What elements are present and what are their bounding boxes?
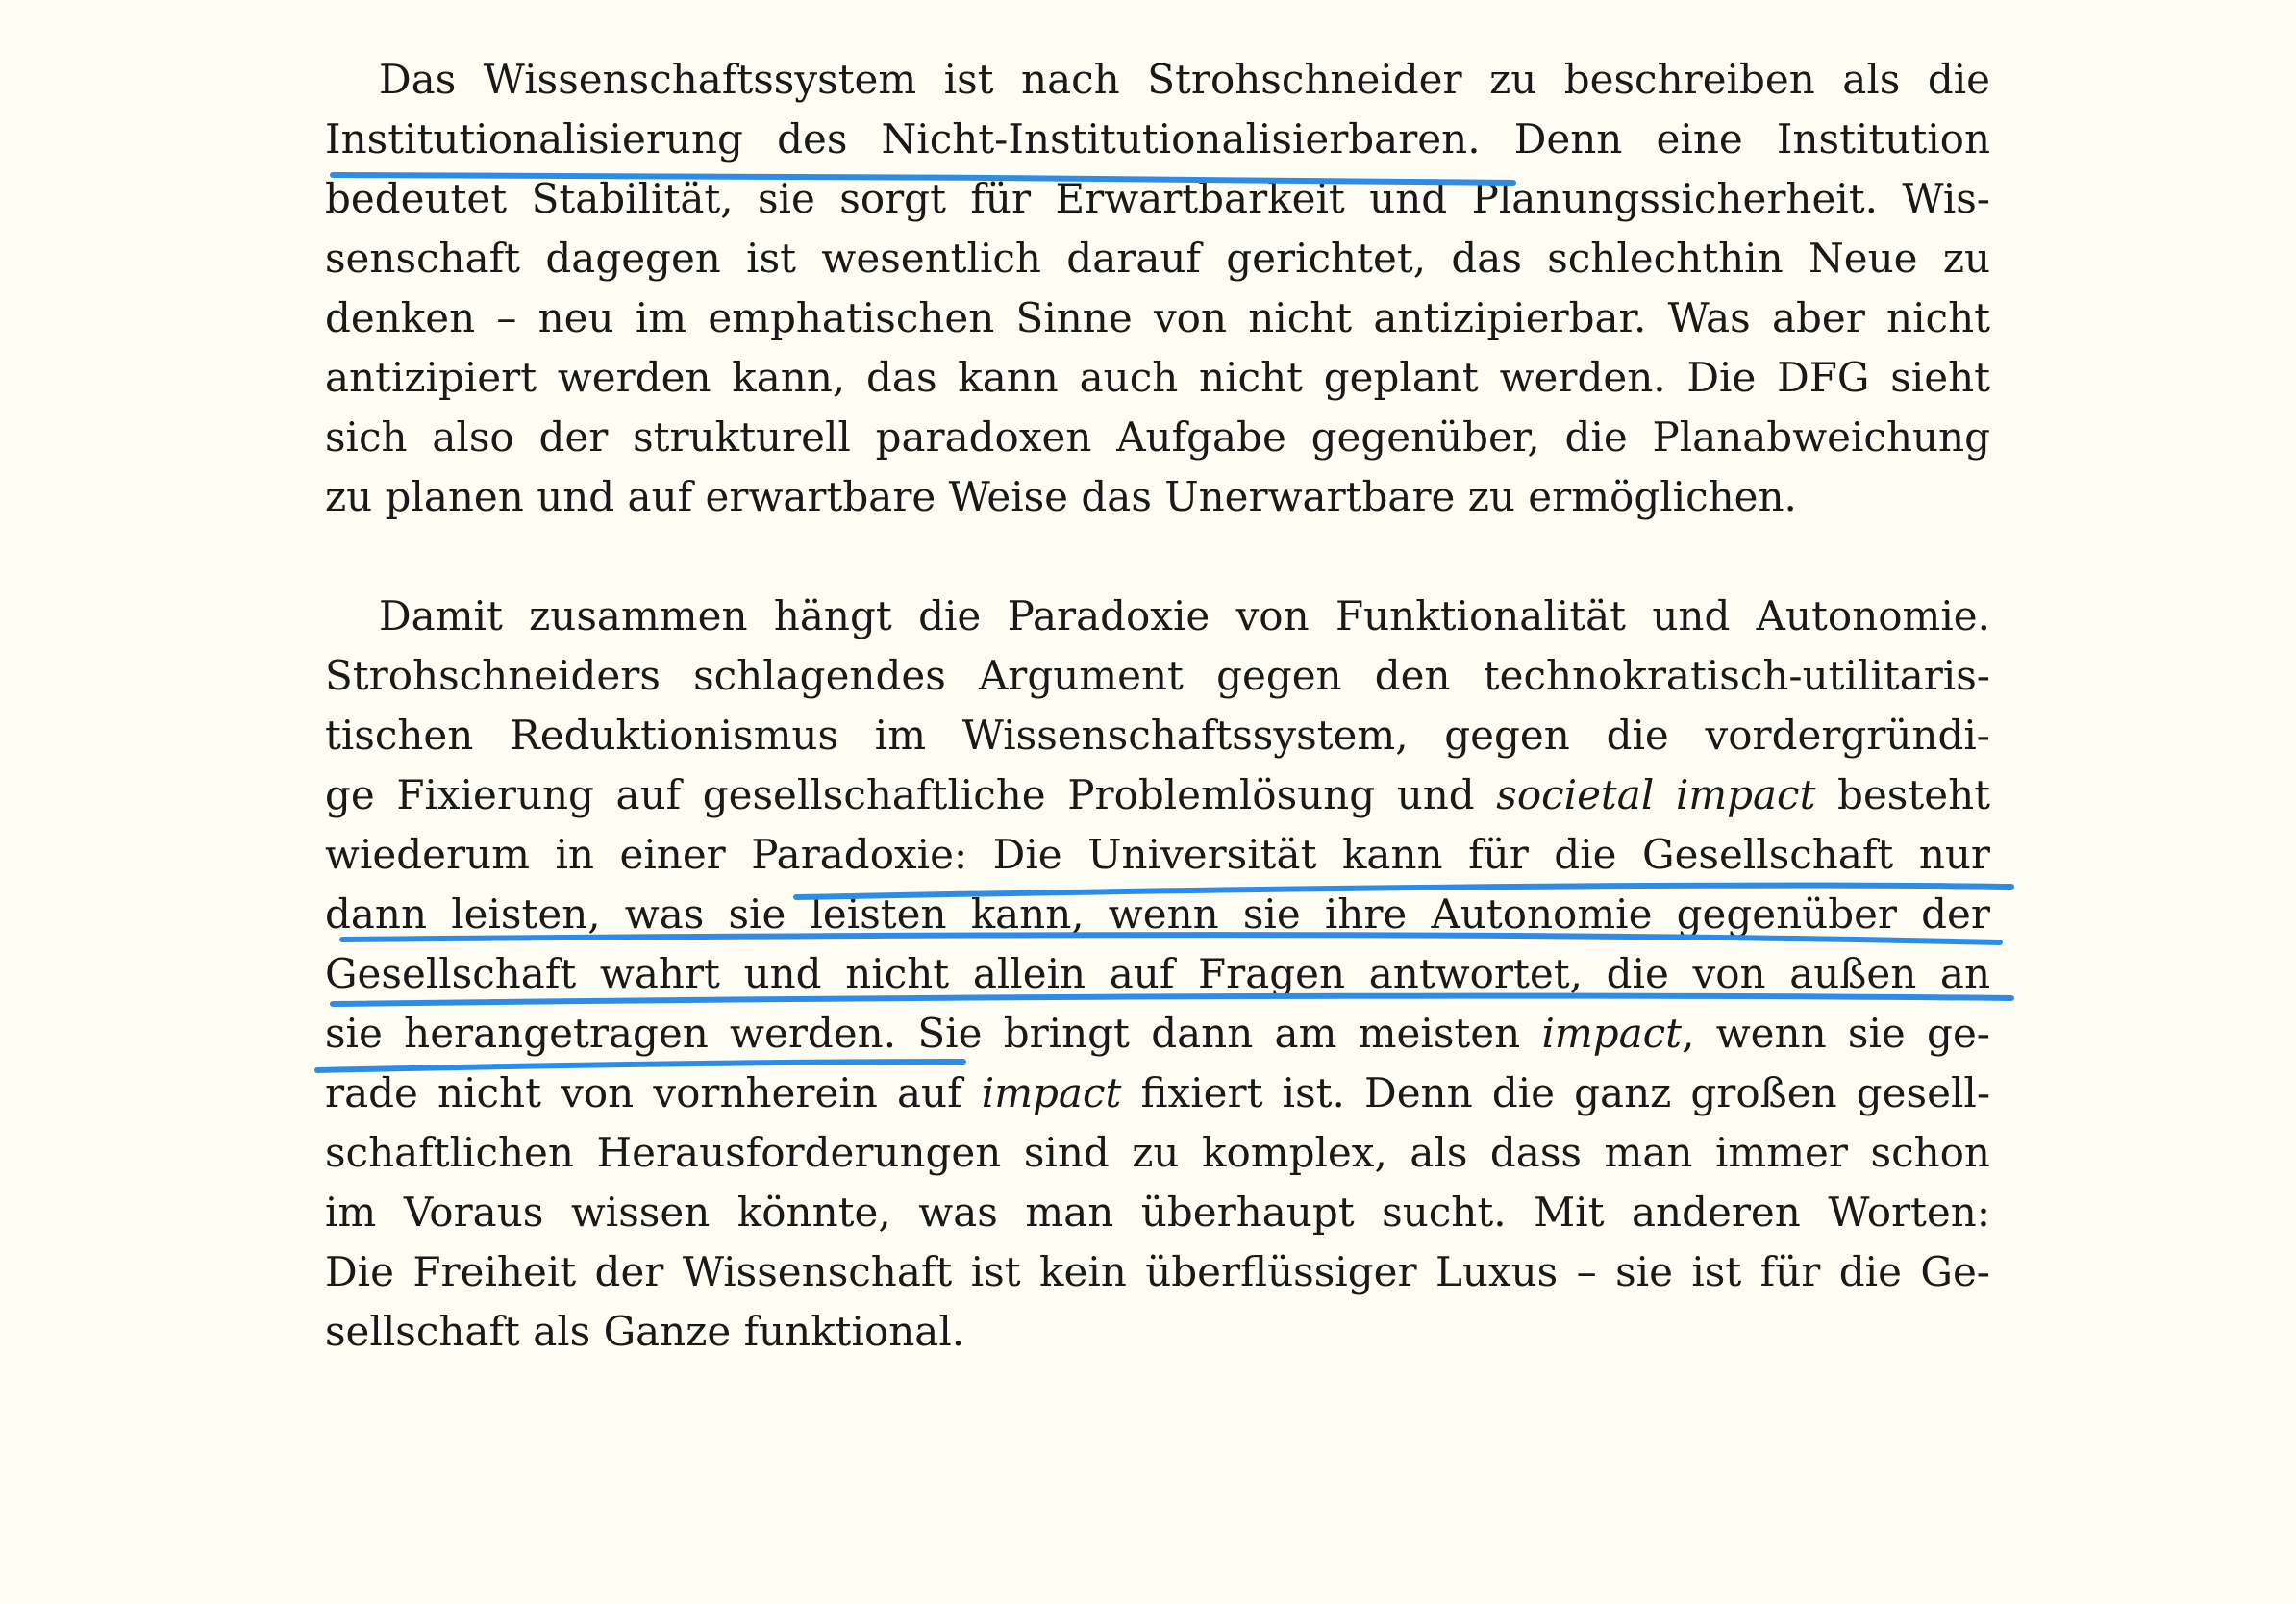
text-segment: ge Fixierung auf gesellschaftliche Problemlösung und xyxy=(325,771,1497,818)
text-line[interactable]: Strohschneiders schlagendes Argument gegen den technokratisch-utilitaris- xyxy=(325,652,1990,699)
text-line[interactable]: Das Wissenschaftssystem ist nach Strohschneider zu beschreiben als die xyxy=(379,56,1990,103)
italic-term: impact xyxy=(1541,1010,1683,1057)
text-line[interactable]: im Voraus wissen könnte, was man überhaupt sucht. Mit anderen Worten: xyxy=(325,1189,1990,1236)
text-line[interactable]: zu planen und auf erwartbare Weise das Unerwartbare zu ermöglichen. xyxy=(325,473,1797,520)
text-line[interactable]: Institutionalisierung des Nicht-Institutionalisierbaren. Denn eine Institution xyxy=(325,115,1990,163)
text-line[interactable]: wiederum in einer Paradoxie: Die Universität kann für die Gesellschaft nur xyxy=(325,831,1990,878)
text-segment: , wenn sie ge- xyxy=(1682,1010,1990,1057)
text-line[interactable]: Die Freiheit der Wissenschaft ist kein überflüssiger Luxus – sie ist für die Ge- xyxy=(325,1248,1990,1295)
text-line[interactable]: antizipiert werden kann, das kann auch nicht geplant werden. Die DFG sieht xyxy=(325,354,1990,401)
text-line[interactable] xyxy=(325,1004,1990,1064)
text-line[interactable]: bedeutet Stabilität, sie sorgt für Erwartbarkeit und Planungssicherheit. Wis- xyxy=(325,175,1990,222)
text-line[interactable]: sellschaft als Ganze funktional. xyxy=(325,1308,965,1355)
text-segment: besteht xyxy=(1815,771,1991,818)
text-segment: sie herangetragen werden. Sie bringt dann am meisten xyxy=(325,1010,1542,1057)
text-line[interactable]: sich also der strukturell paradoxen Aufgabe gegenüber, die Planabweichung xyxy=(325,414,1990,461)
text-segment: fixiert ist. Denn die ganz großen gesell- xyxy=(1121,1069,1991,1116)
text-line[interactable]: schaftlichen Herausforderungen sind zu komplex, als dass man immer schon xyxy=(325,1129,1990,1176)
italic-term: impact xyxy=(981,1069,1122,1116)
text-line[interactable]: denken – neu im emphatischen Sinne von nicht antizipierbar. Was aber nicht xyxy=(325,294,1990,341)
text-line[interactable]: tischen Reduktionismus im Wissenschaftssystem, gegen die vordergründi- xyxy=(325,712,1990,759)
paragraph-gap xyxy=(325,527,1990,587)
italic-term: societal impact xyxy=(1496,771,1816,818)
text-column xyxy=(325,50,1990,1362)
paragraph-2 xyxy=(325,587,1990,1362)
text-segment: rade nicht von vornherein auf xyxy=(325,1069,982,1116)
text-line[interactable] xyxy=(325,1064,1990,1123)
text-line[interactable]: senschaft dagegen ist wesentlich darauf gerichtet, das schlechthin Neue zu xyxy=(325,235,1990,282)
text-line[interactable]: dann leisten, was sie leisten kann, wenn sie ihre Autonomie gegenüber der xyxy=(325,890,1990,938)
paragraph-1 xyxy=(325,50,1990,527)
text-line[interactable]: Gesellschaft wahrt und nicht allein auf Fragen antwortet, die von außen an xyxy=(325,950,1990,997)
text-line[interactable]: Damit zusammen hängt die Paradoxie von Funktionalität und Autonomie. xyxy=(379,592,1990,639)
text-line[interactable] xyxy=(325,765,1990,825)
